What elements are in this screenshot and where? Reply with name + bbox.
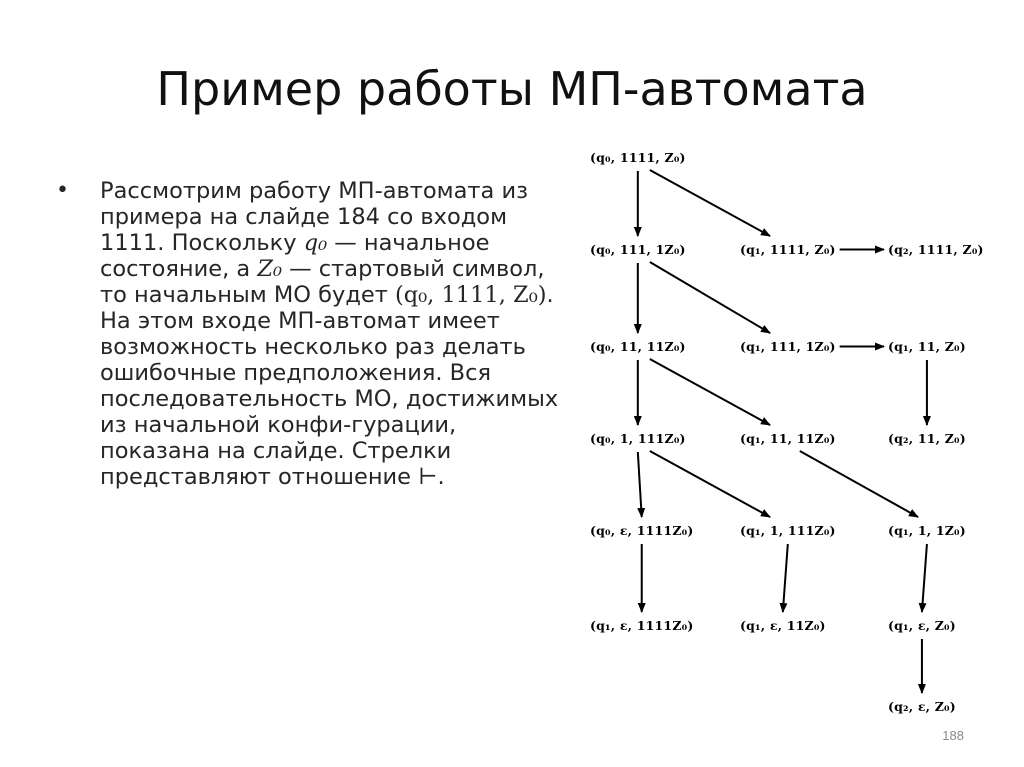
node-q0-11-11z0: (q₀, 11, 11Z₀) (590, 339, 686, 354)
id-diagram (560, 140, 1024, 730)
transition-arrow-n8-n12 (800, 451, 918, 517)
slide-body (56, 178, 562, 490)
node-q0-1111-z0: (q₀, 1111, Z₀) (590, 150, 686, 165)
node-q0-1-111z0: (q₀, 1, 111Z₀) (590, 431, 686, 446)
node-q1-11-z0: (q₁, 11, Z₀) (888, 339, 966, 354)
para-part-2: — начальное состояние, а (100, 230, 490, 282)
node-q1-111-1z0: (q₁, 111, 1Z₀) (740, 339, 836, 354)
transition-arrow-n1-n5 (650, 262, 770, 333)
node-q1-eps-11z0: (q₁, ε, 11Z₀) (740, 618, 826, 633)
math-initial-id: (q₀, 1111, Z₀) (394, 282, 547, 308)
transition-arrow-n4-n8 (650, 359, 770, 425)
transition-arrow-n7-n11 (650, 451, 770, 517)
node-q2-11-z0: (q₂, 11, Z₀) (888, 431, 966, 446)
body-paragraph (100, 178, 562, 490)
node-q2-eps-z0: (q₂, ε, Z₀) (888, 699, 956, 714)
node-q1-eps-1111z0: (q₁, ε, 1111Z₀) (590, 618, 694, 633)
transition-arrow-n11-n14 (783, 544, 788, 612)
math-z0: Z₀ (257, 256, 282, 282)
turnstile-symbol: ⊢ (418, 464, 438, 490)
node-q1-1111-z0: (q₁, 1111, Z₀) (740, 242, 836, 257)
node-q0-eps-1111z0: (q₀, ε, 1111Z₀) (590, 523, 694, 538)
para-part-3: — стартовый символ, то начальным МО будет (100, 256, 545, 308)
transition-arrow-n7-n10 (638, 452, 642, 517)
node-q1-11-11z0: (q₁, 11, 11Z₀) (740, 431, 836, 446)
node-q2-1111-z0: (q₂, 1111, Z₀) (888, 242, 984, 257)
slide-title: Пример работы МП-автомата (156, 62, 868, 116)
math-q0: q₀ (303, 230, 328, 256)
node-q0-111-1z0: (q₀, 111, 1Z₀) (590, 242, 686, 257)
transition-arrow-n12-n15 (922, 544, 927, 612)
node-q1-1-111z0: (q₁, 1, 111Z₀) (740, 523, 836, 538)
para-part-4: . На этом входе МП-автомат имеет возможность несколько раз делать ошибочные предположения. Вся последовательность МО, достижимых из начальной конфи-гурации, показана на слайде. Стрелки представляют отношение (100, 282, 559, 490)
para-part-5: . (437, 464, 445, 490)
para-part-1: Рассмотрим работу МП-автомата из примера на слайде 184 со входом 1111. Поскольку (100, 178, 529, 256)
page-number: 188 (942, 728, 964, 743)
node-q1-1-1z0: (q₁, 1, 1Z₀) (888, 523, 966, 538)
bullet-marker: • (56, 178, 69, 203)
transition-arrow-n0-n2 (650, 170, 770, 236)
node-q1-eps-z0: (q₁, ε, Z₀) (888, 618, 956, 633)
